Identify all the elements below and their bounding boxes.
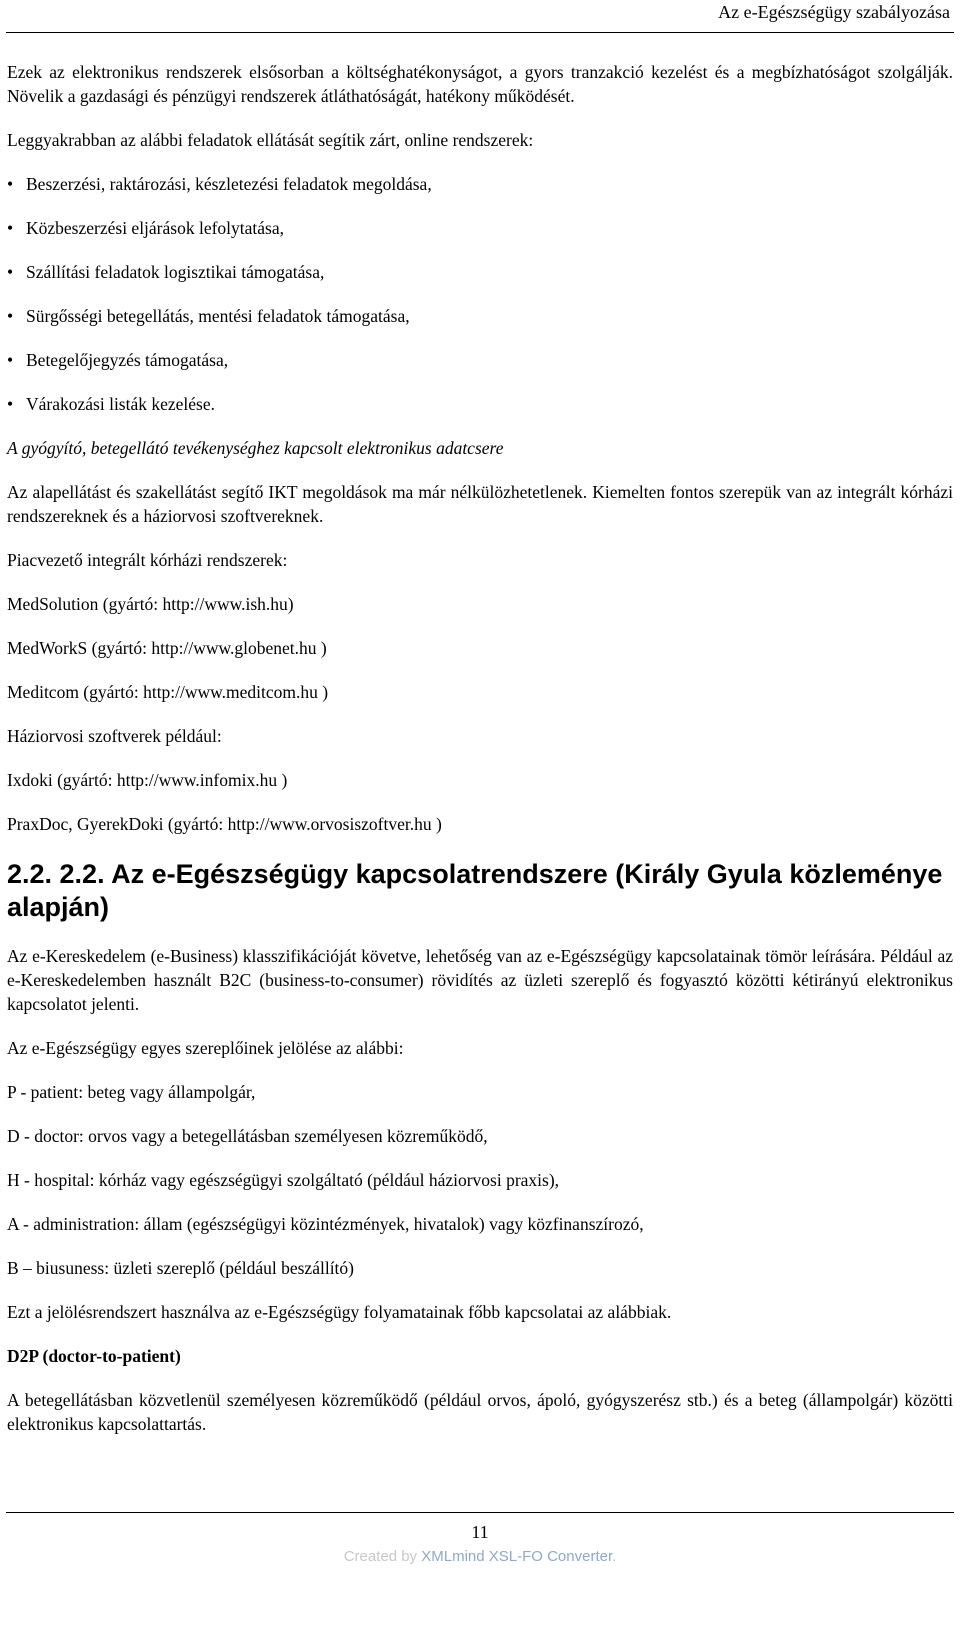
bullet-icon: • <box>7 306 14 326</box>
role-item: A - administration: állam (egészségügyi közintézmények, hivatalok) vagy közfinanszírozó, <box>7 1214 644 1234</box>
section-heading: 2.2. 2.2. Az e-Egészségügy kapcsolatrendszere (Király Gyula közleménye alapján) <box>7 859 943 922</box>
footer-rule <box>6 1512 954 1513</box>
gp-software-item: PraxDoc, GyerekDoki (gyártó: http://www.orvosiszoftver.hu ) <box>7 814 442 834</box>
roles-heading: Az e-Egészségügy egyes szereplőinek jelölése az alábbi: <box>7 1038 404 1058</box>
header-rule <box>6 32 954 33</box>
generator-credit: Created by XMLmind XSL-FO Converter. <box>343 1548 617 1565</box>
bullet-icon: • <box>7 262 14 282</box>
bullet-item: • Beszerzési, raktározási, készletezési feladatok megoldása, <box>7 174 432 194</box>
bullet-item: • Várakozási listák kezelése. <box>7 394 216 414</box>
page-content <box>7 60 953 1436</box>
role-item: H - hospital: kórház vagy egészségügyi szolgáltató (például háziorvosi praxis), <box>7 1170 560 1190</box>
task-bullet-list <box>7 172 953 416</box>
section-intro-paragraph: Az e-Kereskedelem (e-Business) klasszifikációját követve, lehetőség van az e-Egészségügy kapcsolatainak tömör leírására. Például az e-Kereskedelemben használt B2C (business-to-consumer) rövidítés az üzleti szereplő és fogyasztó közötti kétirányú elektronikus kapcsolatot jelenti. <box>7 946 953 1014</box>
d2p-heading: D2P (doctor-to-patient) <box>7 1346 181 1366</box>
bullet-item: • Szállítási feladatok logisztikai támogatása, <box>7 262 325 282</box>
hospital-system-item: Meditcom (gyártó: http://www.meditcom.hu ) <box>7 682 329 702</box>
intro-paragraph: Ezek az elektronikus rendszerek elsősorban a költséghatékonyságot, a gyors tranzakció kezelést és a megbízhatóságot szolgálják. Növelik a gazdasági és pénzügyi rendszerek átláthatóságát, hatékony működését. <box>7 62 953 106</box>
closing-paragraph: Ezt a jelölésrendszert használva az e-Egészségügy folyamatainak főbb kapcsolatai az alábbiak. <box>7 1302 672 1322</box>
gp-software-heading: Háziorvosi szoftverek például: <box>7 726 222 746</box>
role-item: P - patient: beteg vagy állampolgár, <box>7 1082 256 1102</box>
d2p-paragraph: A betegellátásban közvetlenül személyesen közreműködő (például orvos, ápoló, gyógyszerész stb.) és a beteg (állampolgár) közötti elektronikus kapcsolattartás. <box>7 1390 953 1434</box>
bullet-item: • Közbeszerzési eljárások lefolytatása, <box>7 218 284 238</box>
bullet-icon: • <box>7 350 14 370</box>
converter-brand-name: XMLmind XSL-FO Converter <box>421 1548 613 1565</box>
bullet-icon: • <box>7 174 14 194</box>
bullet-icon: • <box>7 394 14 414</box>
bullet-item: • Sürgősségi betegellátás, mentési feladatok támogatása, <box>7 306 410 326</box>
hospital-systems-heading: Piacvezető integrált kórházi rendszerek: <box>7 550 288 570</box>
italic-subheading: A gyógyító, betegellátó tevékenységhez kapcsolt elektronikus adatcsere <box>7 438 504 458</box>
list-intro-paragraph: Leggyakrabban az alábbi feladatok ellátását segítik zárt, online rendszerek: <box>7 130 534 150</box>
page-number: 11 <box>471 1522 489 1542</box>
hospital-system-item: MedSolution (gyártó: http://www.ish.hu) <box>7 594 294 614</box>
role-item: B – biusuness: üzleti szereplő (például beszállító) <box>7 1258 354 1278</box>
ikt-paragraph: Az alapellátást és szakellátást segítő IKT megoldások ma már nélkülözhetetlenek. Kiemelten fontos szerepük van az integrált kórházi rendszereknek és a háziorvosi szoftvereknek. <box>7 482 953 526</box>
role-item: D - doctor: orvos vagy a betegellátásban személyesen közreműködő, <box>7 1126 488 1146</box>
hospital-system-item: MedWorkS (gyártó: http://www.globenet.hu ) <box>7 638 327 658</box>
bullet-item: • Betegelőjegyzés támogatása, <box>7 350 229 370</box>
running-header: Az e-Egészségügy szabályozása <box>718 2 950 22</box>
gp-software-item: Ixdoki (gyártó: http://www.infomix.hu ) <box>7 770 288 790</box>
bullet-icon: • <box>7 218 14 238</box>
